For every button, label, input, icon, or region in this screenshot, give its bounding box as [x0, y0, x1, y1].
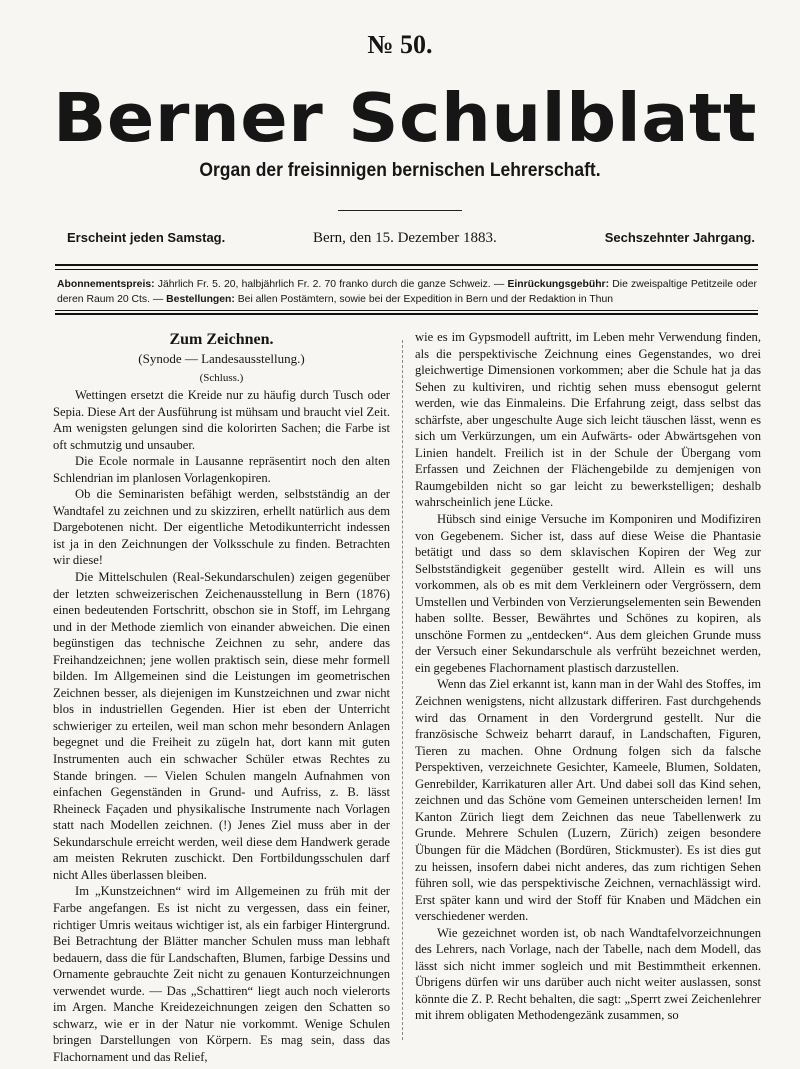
- article-continuation: (Schluss.): [199, 372, 244, 384]
- subscription-label: Abonnementspreis:: [57, 279, 155, 290]
- issue-number: № 50.: [367, 30, 433, 59]
- paragraph: Die Ecole normale in Lausanne repräsentirt noch den alten Schlendrian im planlosen Vorlagenkopiren.: [53, 454, 390, 485]
- masthead-title: Berner Schulblatt: [53, 79, 757, 157]
- masthead-subtitle: Organ der freisinnigen bernischen Lehrerschaft.: [199, 160, 601, 181]
- insertion-label: Einrückungsgebühr:: [507, 279, 610, 290]
- divider: [55, 269, 758, 270]
- left-column: [53, 328, 390, 1065]
- divider: [55, 313, 758, 315]
- paragraph: Wettingen ersetzt die Kreide nur zu häufig durch Tusch oder Sepia. Diese Art der Ausführung ist mühsam und braucht viel Zeit. Am wenigsten gelungen sind die kolorirten Sachen; die Farbe ist oft schmutzig und unsauber.: [53, 388, 390, 452]
- divider: [338, 210, 462, 211]
- paragraph: Wenn das Ziel erkannt ist, kann man in der Wahl des Stoffes, im Zeichnen wenigstens, nicht allzustark differiren. Fast durchgehends wird das Ornament in den Vordergrund gestellt. Nur die französische Schweiz beharrt darauf, in Landschaften, Figuren, Tieren zu machen. Ohne Ordnung folgen sich da falsche Perspektiven, verzeichnete Gesichter, Kameele, Blumen, Soldaten, Genrebilder, Karrikaturen aller Art. Und dabei soll das Kind sehen, zeichnen und das Schöne vom Gemeinen unterscheiden lernen! Im Kanton Zürich liegt dem Zeichnen das neue Tabellenwerk zu Grunde. Mehrere Schulen (Luzern, Zürich) zeigen besondere Übungen für die Mädchen (Bordüren, Stickmuster). Es ist dies gut zu heissen, insofern dabei nicht anderes, das zum richtigen Sehen führen soll, wie das perspektivische Zeichnen, vernachlässigt wird. Erst später kann und wird der Stoff für Knaben und Mädchen ein verschiedener werden.: [415, 677, 761, 924]
- insertion-text: Die zweispaltige Petitzeile oder deren Raum 20 Cts. —: [57, 279, 757, 305]
- paragraph: Die Mittelschulen (Real-Sekundarschulen) zeigen gegenüber der letzten schweizerischen Zeichenausstellung in Bern (1876) einen bedeutenden Fortschritt, obschon sie in Stoff, im Lehrgang und in der Methode ziemlich von einander abweichen. Die einen begünstigen das technische Zeichnen zu sehr, andere das Freihandzeichnen; jene wollen praktisch sein, diese mehr formell bilden. Im Allgemeinen sind die Leistungen im geometrischen Zeichnen besser, als diejenigen im Kunstzeichnen und zwar nicht blos in industriellen Gegenden. Hier ist eben der Unterricht schwieriger zu erteilen, weil man schon mehr besondern Anlagen begegnet und die Freiheit zu zügeln hat, dort kann mit guten Instrumenten auch ein schwacher Schüler etwas Rechtes zu Stande bringen. — Vielen Schulen mangeln Aufnahmen von einfachen Gegenständen in Grund- und Aufriss, z. B. lässt Rheineck Façaden und physikalische Instrumente nach Vorlagen statt nach Modellen zeichnen. (!) Jenes Ziel muss aber in der Sekundarschule erreicht werden, weil diese dem Handwerk gerade am meisten Rekruten zuschickt. Den Fortbildungsschulen darf nicht Alles überlassen bleiben.: [53, 570, 390, 882]
- info-line: [55, 230, 755, 252]
- place-date: Bern, den 15. Dezember 1883.: [313, 230, 497, 246]
- paragraph: wie es im Gypsmodell auftritt, im Leben mehr Verwendung finden, als die perspektivische Zeichnung eines Gegenstandes, wo drei gleichwertige Dimensionen vorkommen; aber die Schule hat ja das Sehen zu kultiviren, und richtig sehen muss ebensogut gelernt werden, wie das Einmaleins. Die Erfahrung zeigt, dass selbst das schärfste, aber ungeschulte Auge sich leicht täuschen lässt, wenn es sich um Verkürzungen, um ein Aufwärts- oder Abwärtsgehen von Linien handelt. Freilich ist in der Schule der Übergang vom Erfassen und Zeichnen der Flächengebilde zu demjenigen von Raumgebilden nicht so gar leicht zu bewerkstelligen; deshalb wahrscheinlich jene Lücke.: [415, 330, 761, 510]
- paragraph: Hübsch sind einige Versuche im Komponiren und Modifiziren von Gegebenem. Sicher ist, dass auf diese Weise die Phantasie betätigt und dass so dem sklavischen Kopiren der Weg zur Selbstständigkeit gegenüber gestellt wird. Allein es will uns vorkommen, als ob es mit dem Verkleinern oder Vergrössern, dem Umstellen und Verbinden von Verzierungselementen sein Bewenden haben sollte. Besser, Bewährtes und Schönes zu kopiren, als unschöne Formen zu „entdecken“. Aus dem gleichen Grunde muss der Versuch einer Sekundarschule als verfrüht bezeichnet werden, ein gegebenes Flachornament plastisch darzustellen.: [415, 512, 761, 675]
- article-subtitle: (Synode — Landesausstellung.): [138, 351, 305, 366]
- appears-text: Erscheint jeden Samstag.: [67, 230, 226, 245]
- order-label: Bestellungen:: [166, 294, 235, 305]
- subscription-notice: [57, 277, 757, 307]
- volume-text: Sechszehnter Jahrgang.: [604, 230, 755, 245]
- right-column: [415, 329, 761, 1024]
- divider: [55, 264, 758, 266]
- order-text: Bei allen Postämtern, sowie bei der Expedition in Bern und der Redaktion in Thun: [234, 294, 613, 305]
- divider: [55, 310, 758, 311]
- column-divider: [402, 340, 403, 1040]
- paragraph: Im „Kunstzeichnen“ wird im Allgemeinen zu früh mit der Farbe angefangen. Es ist nicht zu vergessen, dass ein feiner, richtiger Umris weitaus wichtiger ist, als ein farbiger Hintergrund. Bei Betrachtung der Blätter mancher Schulen muss man lebhaft bedauern, dass die für Landschaften, Blumen, farbige Dessins und Ornamente gebrauchte Zeit nicht zu genauen Konturzeichnungen verwendet wurde. — Das „Schattiren“ liegt auch noch vielerorts im Argen. Manche Kreidezeichnungen zeigen den Schatten so schwarz, wie er in der Natur nie vorkommt. Wenige Schulen bringen Darstellungen von Körpern. Es mag sein, dass das Flachornament und das Relief,: [53, 884, 390, 1064]
- paragraph: Wie gezeichnet worden ist, ob nach Wandtafelvorzeichnungen des Lehrers, nach Vorlage, nach der Tabelle, nach dem Modell, das lässt sich nicht immer sogleich und mit Bestimmtheit erkennen. Übrigens dürfen wir uns darüber auch nicht weiter auslassen, sonst könnte die Z. P. Recht behalten, die sagt: „Sperrt zwei Zeichenlehrer mit ihrem obligaten Methodengezänk zusammen, so: [415, 925, 761, 1023]
- paragraph: Ob die Seminaristen befähigt werden, selbstständig an der Wandtafel zu zeichnen und zu skizziren, erhellt natürlich aus dem Dargebotenen nicht. Der eigentliche Metodikunterricht indessen ist ja in den Zeichnungen der Volksschule zu finden. Betrachten wir diese!: [53, 487, 390, 568]
- subscription-text: Jährlich Fr. 5. 20, halbjährlich Fr. 2. 70 franko durch die ganze Schweiz. —: [154, 279, 508, 290]
- article-title: Zum Zeichnen.: [169, 331, 274, 348]
